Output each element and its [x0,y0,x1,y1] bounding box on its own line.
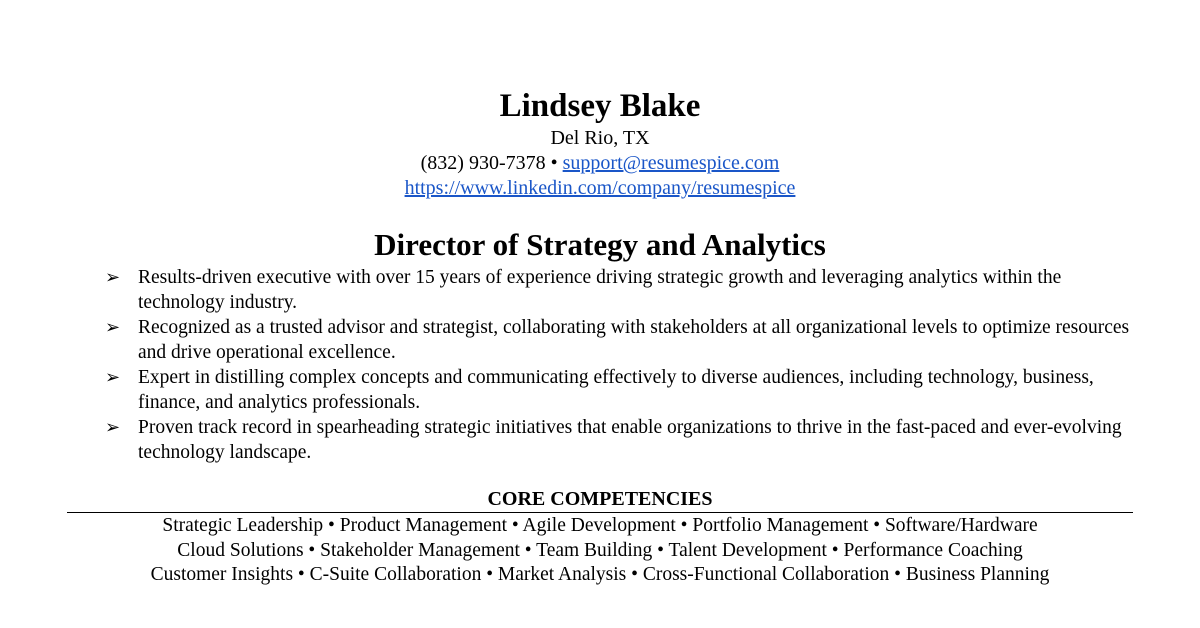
candidate-name: Lindsey Blake [499,88,701,124]
summary-item [100,315,1135,365]
summary-item [100,265,1135,315]
summary-item-text: Expert in distilling complex concepts and communicating effectively to diverse audiences, including technology, business, finance, and analytics professionals. [138,367,1094,413]
arrowhead-bullet-icon: ➢ [105,367,121,388]
arrowhead-bullet-icon: ➢ [105,417,121,438]
location: Del Rio, TX [550,127,650,149]
summary-list [100,265,1135,465]
job-title: Director of Strategy and Analytics [374,227,826,262]
competency-line: Customer Insights • C-Suite Collaboration • Market Analysis • Cross-Functional Collaboration • Business Planning [150,564,1050,585]
summary-item [100,365,1135,415]
linkedin-link[interactable]: https://www.linkedin.com/company/resumespice [404,177,796,199]
summary-item-text: Results-driven executive with over 15 years of experience driving strategic growth and leveraging analytics within the technology industry. [138,267,1062,313]
competency-line: Strategic Leadership • Product Management • Agile Development • Portfolio Management • Software/Hardware [162,515,1038,536]
core-competencies-heading: CORE COMPETENCIES [487,488,713,510]
arrowhead-bullet-icon: ➢ [105,267,121,288]
summary-item-text: Recognized as a trusted advisor and strategist, collaborating with stakeholders at all organizational levels to optimize resources and drive operational excellence. [138,317,1130,363]
email-link[interactable]: support@resumespice.com [562,152,780,174]
resume-header [0,86,1200,201]
contact-separator: • [545,152,563,174]
summary-item [100,415,1135,465]
competencies-block [0,514,1200,588]
linkedin-line [0,176,1200,201]
phone-email-line [0,151,1200,176]
competency-line: Cloud Solutions • Stakeholder Management • Team Building • Talent Development • Performance Coaching [177,539,1023,561]
phone-number: (832) 930-7378 [420,152,546,174]
arrowhead-bullet-icon: ➢ [105,317,121,338]
section-divider [67,512,1133,513]
summary-item-text: Proven track record in spearheading strategic initiatives that enable organizations to thrive in the fast-paced and ever-evolving technology landscape. [138,417,1122,463]
